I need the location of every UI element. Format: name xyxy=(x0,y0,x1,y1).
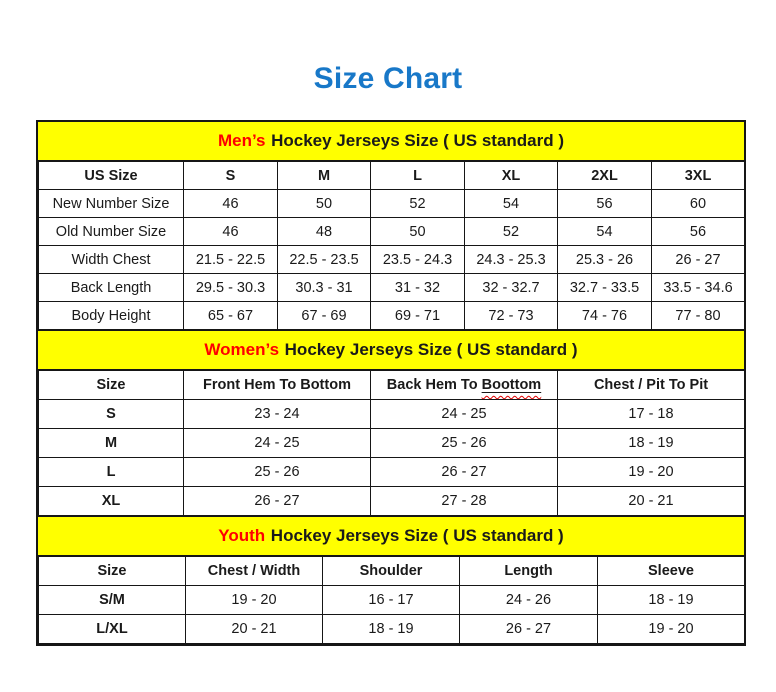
size-value-cell: 25.3 - 26 xyxy=(558,246,652,274)
table-row xyxy=(39,487,745,516)
column-header: Shoulder xyxy=(323,557,460,586)
size-value-cell: 54 xyxy=(465,190,558,218)
mens-size-table xyxy=(38,161,745,330)
size-value-cell: 21.5 - 22.5 xyxy=(184,246,278,274)
column-header: Size xyxy=(39,371,184,400)
section-heading-highlight: Men’s xyxy=(217,131,266,150)
table-row xyxy=(39,400,745,429)
size-value-cell: 48 xyxy=(278,218,371,246)
table-row xyxy=(39,458,745,487)
womens-section-header xyxy=(38,329,744,371)
size-value-cell: 20 - 21 xyxy=(558,487,745,516)
size-value-cell: 69 - 71 xyxy=(371,302,465,330)
size-value-cell: 54 xyxy=(558,218,652,246)
row-label: M xyxy=(39,429,184,458)
size-value-cell: 52 xyxy=(465,218,558,246)
page-title: Size Chart xyxy=(313,62,463,95)
column-header: Front Hem To Bottom xyxy=(184,371,371,400)
section-heading-highlight: Youth xyxy=(218,526,266,545)
row-label: New Number Size xyxy=(39,190,184,218)
size-value-cell: 24 - 26 xyxy=(460,586,598,615)
size-value-cell: 67 - 69 xyxy=(278,302,371,330)
size-value-cell: 24 - 25 xyxy=(371,400,558,429)
size-value-cell: 60 xyxy=(652,190,745,218)
column-header: 3XL xyxy=(652,162,745,190)
row-label: S xyxy=(39,400,184,429)
size-value-cell: 25 - 26 xyxy=(184,458,371,487)
size-value-cell: 23 - 24 xyxy=(184,400,371,429)
table-row xyxy=(39,586,745,615)
table-row xyxy=(39,246,745,274)
column-header: Size xyxy=(39,557,186,586)
size-value-cell: 33.5 - 34.6 xyxy=(652,274,745,302)
youth-section-header xyxy=(38,515,744,557)
size-value-cell: 65 - 67 xyxy=(184,302,278,330)
row-label: Back Length xyxy=(39,274,184,302)
header-row xyxy=(39,162,745,190)
womens-size-table xyxy=(38,370,745,516)
size-value-cell: 17 - 18 xyxy=(558,400,745,429)
size-value-cell: 19 - 20 xyxy=(598,615,745,644)
row-label: Body Height xyxy=(39,302,184,330)
size-value-cell: 23.5 - 24.3 xyxy=(371,246,465,274)
size-value-cell: 50 xyxy=(278,190,371,218)
column-header: M xyxy=(278,162,371,190)
table-row xyxy=(39,302,745,330)
size-value-cell: 32.7 - 33.5 xyxy=(558,274,652,302)
row-label: L/XL xyxy=(39,615,186,644)
size-value-cell: 26 - 27 xyxy=(652,246,745,274)
column-header: L xyxy=(371,162,465,190)
table-row xyxy=(39,615,745,644)
row-label: L xyxy=(39,458,184,487)
size-value-cell: 16 - 17 xyxy=(323,586,460,615)
column-header: S xyxy=(184,162,278,190)
table-row xyxy=(39,190,745,218)
row-label: S/M xyxy=(39,586,186,615)
column-header: XL xyxy=(465,162,558,190)
size-chart xyxy=(36,120,746,646)
size-value-cell: 77 - 80 xyxy=(652,302,745,330)
size-value-cell: 46 xyxy=(184,190,278,218)
size-value-cell: 26 - 27 xyxy=(371,458,558,487)
column-header: Length xyxy=(460,557,598,586)
size-value-cell: 74 - 76 xyxy=(558,302,652,330)
section-heading-highlight: Women’s xyxy=(204,340,280,359)
size-value-cell: 56 xyxy=(652,218,745,246)
size-value-cell: 29.5 - 30.3 xyxy=(184,274,278,302)
row-label: Width Chest xyxy=(39,246,184,274)
size-value-cell: 18 - 19 xyxy=(323,615,460,644)
size-value-cell: 19 - 20 xyxy=(558,458,745,487)
column-header: Chest / Width xyxy=(186,557,323,586)
size-value-cell: 52 xyxy=(371,190,465,218)
size-value-cell: 24.3 - 25.3 xyxy=(465,246,558,274)
mens-section-header xyxy=(38,122,744,162)
size-value-cell: 19 - 20 xyxy=(186,586,323,615)
header-row xyxy=(39,557,745,586)
section-heading-text: Hockey Jerseys Size ( US standard ) xyxy=(284,340,578,359)
size-value-cell: 30.3 - 31 xyxy=(278,274,371,302)
column-header-text: Back Hem To xyxy=(386,377,482,393)
size-value-cell: 26 - 27 xyxy=(184,487,371,516)
column-header: Sleeve xyxy=(598,557,745,586)
size-value-cell: 20 - 21 xyxy=(186,615,323,644)
section-heading-text: Hockey Jerseys Size ( US standard ) xyxy=(271,131,565,150)
size-value-cell: 24 - 25 xyxy=(184,429,371,458)
misspelled-word: Boottom xyxy=(481,377,542,393)
size-value-cell: 18 - 19 xyxy=(598,586,745,615)
table-row xyxy=(39,218,745,246)
size-value-cell: 46 xyxy=(184,218,278,246)
size-value-cell: 56 xyxy=(558,190,652,218)
row-label: Old Number Size xyxy=(39,218,184,246)
size-value-cell: 50 xyxy=(371,218,465,246)
misspelled-word-underline xyxy=(482,377,542,393)
column-header: 2XL xyxy=(558,162,652,190)
table-row xyxy=(39,274,745,302)
column-header: US Size xyxy=(39,162,184,190)
column-header: Chest / Pit To Pit xyxy=(558,371,745,400)
section-heading-text: Hockey Jerseys Size ( US standard ) xyxy=(270,526,564,545)
size-value-cell: 25 - 26 xyxy=(371,429,558,458)
size-value-cell: 22.5 - 23.5 xyxy=(278,246,371,274)
header-row xyxy=(39,371,745,400)
size-value-cell: 27 - 28 xyxy=(371,487,558,516)
size-value-cell: 32 - 32.7 xyxy=(465,274,558,302)
row-label: XL xyxy=(39,487,184,516)
size-value-cell: 72 - 73 xyxy=(465,302,558,330)
size-value-cell: 31 - 32 xyxy=(371,274,465,302)
column-header xyxy=(371,371,558,400)
youth-size-table xyxy=(38,556,745,644)
table-row xyxy=(39,429,745,458)
size-value-cell: 18 - 19 xyxy=(558,429,745,458)
size-value-cell: 26 - 27 xyxy=(460,615,598,644)
